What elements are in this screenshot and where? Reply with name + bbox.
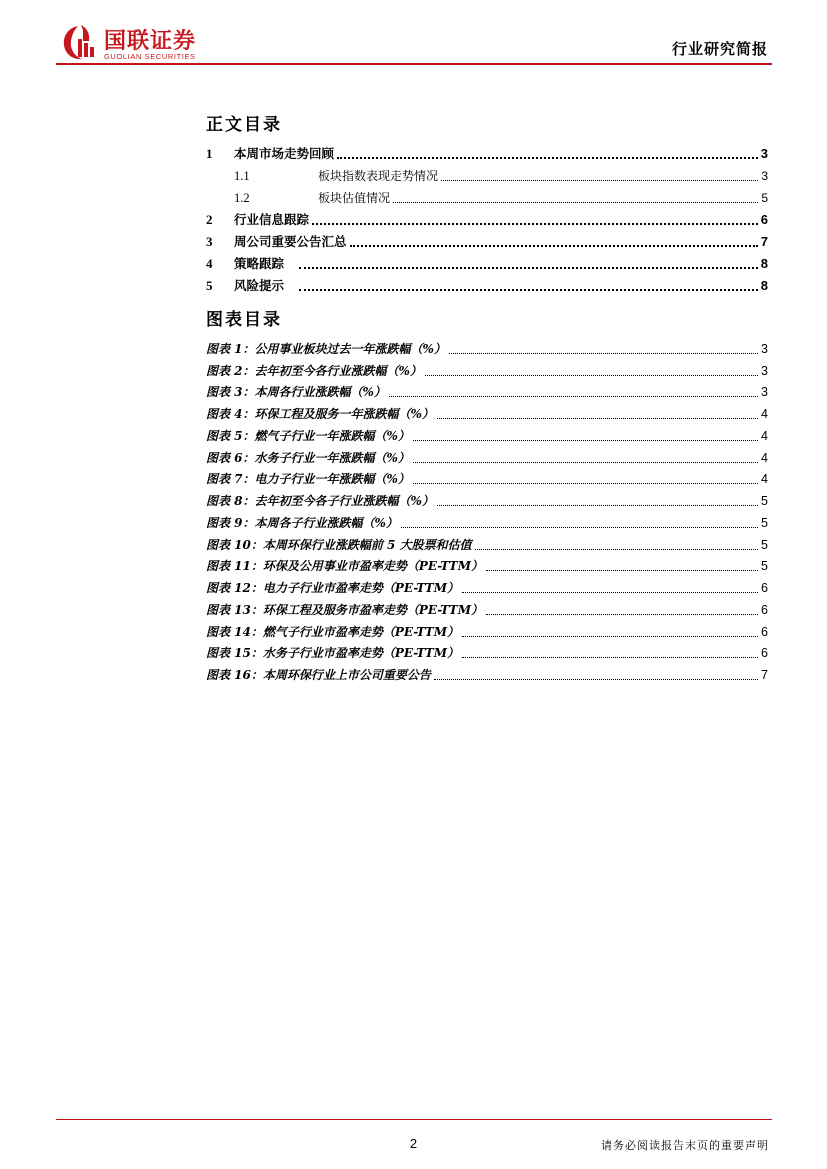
figure-entry-title: 图表 3：本周各行业涨跌幅（%） — [206, 385, 386, 399]
figure-entry-page: 3 — [761, 342, 768, 356]
dot-leader — [437, 504, 758, 506]
figure-entry[interactable] — [206, 404, 768, 422]
toc-entry-number: 3 — [206, 234, 213, 249]
figure-entry-page: 5 — [761, 516, 768, 530]
figure-entry[interactable] — [206, 643, 768, 661]
dot-leader — [425, 374, 758, 376]
figure-entry[interactable] — [206, 665, 768, 683]
brand-name-en: GUOLIAN SECURITIES — [104, 52, 196, 61]
figure-entry-page: 6 — [761, 625, 768, 639]
figure-entry-page: 3 — [761, 385, 768, 399]
dot-leader — [413, 482, 758, 484]
logo-icon — [60, 22, 100, 62]
toc-entry-number: 1.2 — [234, 191, 250, 205]
figure-entry[interactable] — [206, 600, 768, 618]
figure-entry-title: 图表 10：本周环保行业涨跌幅前 5 大股票和估值 — [206, 538, 472, 552]
page-header — [58, 18, 770, 64]
figure-entry[interactable] — [206, 556, 768, 574]
page-number: 2 — [409, 1136, 418, 1151]
figure-entry-page: 5 — [761, 559, 768, 573]
toc-entry-number: 1 — [206, 146, 213, 161]
toc-entry-page: 3 — [761, 169, 768, 183]
report-type: 行业研究简报 — [671, 40, 768, 58]
figure-entry-title: 图表 4：环保工程及服务一年涨跌幅（%） — [206, 407, 434, 421]
figure-entry-title: 图表 14：燃气子行业市盈率走势（PE-TTM） — [206, 625, 459, 639]
toc-entry-page: 6 — [760, 212, 768, 227]
figure-entry-page: 5 — [761, 538, 768, 552]
figure-entry-page: 6 — [761, 603, 768, 617]
toc-entry-title: 风险提示 — [234, 278, 285, 293]
toc-entry-page: 5 — [761, 191, 768, 205]
dot-leader — [462, 635, 758, 637]
figure-entry-page: 5 — [761, 494, 768, 508]
toc-entry-title: 周公司重要公告汇总 — [234, 234, 347, 249]
dot-leader — [486, 613, 758, 615]
figure-entry-page: 6 — [761, 646, 768, 660]
figure-entry-title: 图表 15：水务子行业市盈率走势（PE-TTM） — [206, 646, 459, 660]
dot-leader — [312, 222, 758, 225]
figure-entry[interactable] — [206, 535, 768, 553]
dot-leader — [393, 201, 758, 203]
toc-entry[interactable] — [206, 254, 768, 272]
dot-leader — [337, 156, 758, 159]
figure-entry-title: 图表 12：电力子行业市盈率走势（PE-TTM） — [206, 581, 459, 595]
figure-entry-title: 图表 8：去年初至今各子行业涨跌幅（%） — [206, 494, 434, 508]
toc-entry[interactable] — [206, 232, 768, 250]
toc-entry[interactable] — [206, 188, 768, 206]
figure-entry[interactable] — [206, 622, 768, 640]
dot-leader — [434, 678, 758, 680]
toc-entry-number: 5 — [206, 278, 213, 293]
figure-entry-title: 图表 5：燃气子行业一年涨跌幅（%） — [206, 429, 410, 443]
toc-entry-page: 3 — [760, 146, 768, 161]
dot-leader — [413, 439, 758, 441]
toc-entry-title: 板块指数表现走势情况 — [318, 169, 439, 183]
dot-leader — [299, 288, 758, 291]
toc-entry-title: 板块估值情况 — [318, 191, 391, 205]
figure-entry-title: 图表 9：本周各子行业涨跌幅（%） — [206, 516, 398, 530]
figure-entry-title: 图表 13：环保工程及服务市盈率走势（PE-TTM） — [206, 603, 483, 617]
figure-entry-title: 图表 1：公用事业板块过去一年涨跌幅（%） — [206, 342, 446, 356]
toc-entry[interactable] — [206, 276, 768, 294]
figures-heading: 图表目录 — [206, 310, 282, 330]
toc-entry-number: 2 — [206, 212, 213, 227]
dot-leader — [441, 179, 758, 181]
dot-leader — [462, 591, 758, 593]
figure-entry-title: 图表 11：环保及公用事业市盈率走势（PE-TTM） — [206, 559, 483, 573]
dot-leader — [462, 656, 758, 658]
toc-entry-page: 8 — [760, 278, 768, 293]
figure-entry-title: 图表 6：水务子行业一年涨跌幅（%） — [206, 451, 410, 465]
figure-entry[interactable] — [206, 426, 768, 444]
dot-leader — [389, 395, 758, 397]
figure-entry-title: 图表 2：去年初至今各行业涨跌幅（%） — [206, 364, 422, 378]
figure-entry-title: 图表 16：本周环保行业上市公司重要公告 — [206, 668, 431, 682]
dot-leader — [449, 352, 758, 354]
figure-entry[interactable] — [206, 382, 768, 400]
toc-entry-title: 策略跟踪 — [234, 256, 285, 271]
figure-entry-title: 图表 7：电力子行业一年涨跌幅（%） — [206, 472, 410, 486]
dot-leader — [401, 526, 758, 528]
toc-entry-page: 8 — [760, 256, 768, 271]
figure-entry-page: 4 — [761, 429, 768, 443]
toc-heading: 正文目录 — [206, 115, 282, 135]
figure-entry[interactable] — [206, 513, 768, 531]
dot-leader — [475, 548, 758, 550]
toc-entry-page: 7 — [760, 234, 768, 249]
company-logo — [60, 22, 250, 62]
figure-entry[interactable] — [206, 578, 768, 596]
dot-leader — [413, 461, 758, 463]
figure-entry[interactable] — [206, 339, 768, 357]
figure-entry-page: 4 — [761, 451, 768, 465]
toc-entry[interactable] — [206, 210, 768, 228]
toc-entry-title: 本周市场走势回顾 — [234, 146, 335, 161]
footer-disclaimer: 请务必阅读报告末页的重要声明 — [601, 1139, 769, 1152]
toc-entry-title: 行业信息跟踪 — [234, 212, 310, 227]
toc-entry-number: 4 — [206, 256, 213, 271]
header-divider — [56, 63, 772, 65]
toc-entry-number: 1.1 — [234, 169, 250, 183]
figure-entry-page: 4 — [761, 407, 768, 421]
figure-entry-page: 4 — [761, 472, 768, 486]
dot-leader — [350, 244, 758, 247]
dot-leader — [299, 266, 758, 269]
figure-entry[interactable] — [206, 491, 768, 509]
toc-entry[interactable] — [206, 144, 768, 162]
footer-divider — [56, 1119, 772, 1120]
dot-leader — [486, 569, 758, 571]
toc-entry[interactable] — [206, 166, 768, 184]
brand-name-cn: 国联证券 — [104, 29, 197, 54]
figure-entry[interactable] — [206, 448, 768, 466]
figure-entry[interactable] — [206, 361, 768, 379]
figure-entry-page: 7 — [761, 668, 768, 682]
figure-entry-page: 6 — [761, 581, 768, 595]
dot-leader — [437, 417, 758, 419]
figure-entry[interactable] — [206, 469, 768, 487]
figure-entry-page: 3 — [761, 364, 768, 378]
